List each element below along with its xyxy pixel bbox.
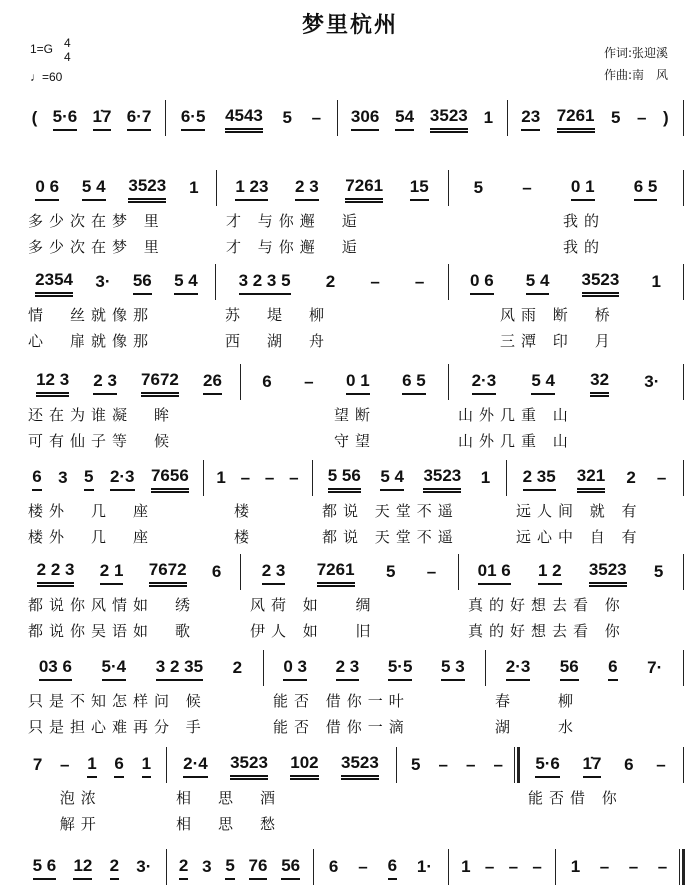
note-group: 1 <box>189 178 199 197</box>
note-group: – <box>240 468 251 487</box>
measure <box>518 751 683 781</box>
note-group: 5 <box>411 755 421 774</box>
lyric-verse-1: 楼外 几 座 <box>28 502 155 520</box>
note-group: 1 <box>216 468 226 487</box>
note-group: 3523 <box>128 176 166 203</box>
note-group: 0 3 <box>283 657 307 681</box>
staff-row <box>0 368 700 398</box>
note-group: ( <box>31 108 38 127</box>
note-group: 1 <box>461 857 471 876</box>
note-group: – <box>358 857 368 876</box>
measure <box>18 464 203 494</box>
note-group: – <box>599 857 610 876</box>
lyric-verse-1: 泡浓 <box>28 789 102 807</box>
note-group: 2 1 <box>100 561 124 585</box>
time-signature-bottom: 4 <box>64 50 71 64</box>
note-group: 1 <box>480 468 491 487</box>
note-group: – <box>628 857 639 876</box>
note-group: 3523 <box>589 560 627 587</box>
staff-row <box>0 751 700 781</box>
measure <box>240 368 448 398</box>
note-group: 3523 <box>423 466 461 493</box>
note-group: 6 <box>328 857 339 876</box>
note-group: – <box>508 857 519 876</box>
note-group: 2354 <box>35 270 73 297</box>
note-group: – <box>414 272 425 291</box>
note-group: 1̇7 <box>583 754 602 778</box>
note-group: 01 6 <box>478 561 511 585</box>
note-group: 6 <box>262 372 272 391</box>
staff-row <box>0 654 700 684</box>
note-group: – <box>657 857 668 876</box>
note-group: 5 <box>282 108 293 127</box>
barline <box>683 100 684 136</box>
note-group: 2 3 <box>262 561 286 585</box>
note-group: 03 6 <box>39 657 72 681</box>
lyric-verse-1: 真的好想去看 你 <box>468 596 626 614</box>
lyric-verse-1: 望断 <box>250 406 377 424</box>
lyric-verse-1: 还在为谁凝 眸 <box>28 406 176 424</box>
lyric-verse-2: 伊人 如 旧 <box>250 622 377 640</box>
note-group: 7672 <box>141 370 179 397</box>
lyric-verse-1: 楼 <box>213 502 256 520</box>
composer: 作曲:南 风 <box>603 68 668 82</box>
note-group: 5 4 <box>174 271 198 295</box>
note-group: 32 <box>590 370 609 397</box>
note-group: 23 <box>521 107 540 131</box>
note-group: 6·7 <box>127 107 152 131</box>
note-group: 3523 <box>230 753 268 780</box>
barline <box>683 650 684 686</box>
lyric-verse-2: 楼 <box>213 528 256 546</box>
note-group: – <box>289 468 299 487</box>
note-group: 3 <box>58 468 68 487</box>
lyric-verse-2: 楼外 几 座 <box>28 528 155 546</box>
note-group: 6 <box>388 856 397 880</box>
measure <box>18 751 166 781</box>
note-group: – <box>493 755 503 774</box>
note-group: 6 5 <box>402 371 426 395</box>
measure <box>485 654 683 684</box>
measure <box>448 268 683 298</box>
note-group: – <box>370 272 380 291</box>
lyric-verse-2: 我的 <box>458 238 606 256</box>
tempo-marking: ♩=60 <box>30 70 63 84</box>
staff-row <box>0 853 700 883</box>
double-barline <box>679 849 685 885</box>
note-group: – <box>60 755 70 774</box>
note-group: 12 3 <box>36 370 69 397</box>
note-group: 15 <box>410 177 429 201</box>
note-group: – <box>637 108 647 127</box>
lyric-verse-1: 只是不知怎样问 候 <box>28 692 207 710</box>
note-group: 0 1 <box>571 177 595 201</box>
measure <box>18 104 165 134</box>
note-group: 12 <box>73 856 92 880</box>
note-group: 5 3 <box>441 657 465 681</box>
note-group: 1 <box>570 857 581 876</box>
measure <box>18 853 166 883</box>
note-group: 2 <box>179 856 188 880</box>
note-group: 6 <box>624 755 634 774</box>
lyric-verse-1: 春 柳 <box>495 692 580 710</box>
measure <box>240 558 458 588</box>
note-group: 5 56 <box>328 466 361 493</box>
note-group: 3 2 3 5 <box>239 271 291 295</box>
lyric-verse-2: 三潭 印 月 <box>458 332 616 350</box>
lyric-verse-1: 才 与你邂 逅 <box>226 212 363 230</box>
lyricist: 作词:张迎溪 <box>603 46 668 60</box>
note-group: 5 <box>473 178 484 197</box>
measure <box>203 464 312 494</box>
measure <box>18 268 215 298</box>
note-group: – <box>522 178 532 197</box>
lyric-verse-1: 都说你风情如 绣 <box>28 596 197 614</box>
note-group: 6 5 <box>634 177 658 201</box>
measure <box>448 368 683 398</box>
lyric-verse-1: 山外几重 山 <box>458 406 574 424</box>
note-group: 5·6 <box>535 754 560 778</box>
note-group: 306 <box>351 107 379 131</box>
note-group: 5 <box>84 467 93 491</box>
staff-row <box>0 268 700 298</box>
note-group: 1̇7 <box>93 107 112 131</box>
staff-row <box>0 464 700 494</box>
key-signature: 1=G <box>30 42 54 56</box>
note-group: 2·3 <box>472 371 497 395</box>
lyric-verse-1: 都说 天堂不遥 <box>322 502 459 520</box>
barline <box>683 554 684 590</box>
measure <box>18 558 240 588</box>
staff-row <box>0 558 700 588</box>
note-group: – <box>311 108 322 127</box>
measure <box>396 751 518 781</box>
note-group: 3 2 35 <box>156 657 203 681</box>
note-group: 7261 <box>345 176 383 203</box>
note-group: 1 <box>651 272 661 291</box>
note-group: 5 <box>225 856 234 880</box>
note-group: 4543 <box>225 106 263 133</box>
lyric-verse-1: 能否 借你一叶 <box>273 692 410 710</box>
note-group: 5 6 <box>33 856 57 880</box>
measure <box>312 464 506 494</box>
note-group: 7· <box>647 658 663 677</box>
lyric-verse-2: 多少次在梦 里 <box>28 238 165 256</box>
barline <box>683 747 684 783</box>
measure <box>18 654 263 684</box>
note-group: 3· <box>644 372 660 391</box>
note-group: 102 <box>290 753 318 780</box>
note-group: 0 6 <box>470 271 494 295</box>
note-group: 5 4 <box>380 467 404 491</box>
barline <box>683 264 684 300</box>
lyric-verse-1: 情 丝就像那 <box>28 306 155 324</box>
lyric-verse-2: 远心中 自 有 <box>516 528 643 546</box>
note-group: 3 <box>202 857 212 876</box>
note-group: 7261 <box>557 106 595 133</box>
lyric-verse-2: 都说你吴语如 歌 <box>28 622 197 640</box>
lyric-verse-1: 多少次在梦 里 <box>28 212 165 230</box>
note-group: 1 <box>483 108 494 127</box>
measure <box>448 174 683 204</box>
barline <box>683 460 684 496</box>
lyric-verse-1: 苏 堤 柳 <box>225 306 331 324</box>
measure <box>166 751 396 781</box>
note-group: 56 <box>281 856 300 880</box>
note-group: 56 <box>133 271 152 295</box>
note-group: 5 4 <box>531 371 555 395</box>
measure <box>18 368 240 398</box>
staff-row <box>0 104 700 134</box>
lyric-verse-1: 相 思 酒 <box>176 789 282 807</box>
note-group: 2 <box>110 856 119 880</box>
note-group: 6 <box>608 657 617 681</box>
note-group: 2·4 <box>183 754 208 778</box>
note-group: ) <box>663 108 669 127</box>
note-group: 2 35 <box>523 467 556 491</box>
note-group: 2 2 3 <box>37 560 75 587</box>
note-group: 7261 <box>317 560 355 587</box>
lyric-verse-2: 湖 水 <box>495 718 580 736</box>
note-group: 5 4 <box>82 177 106 201</box>
measure <box>448 853 555 883</box>
note-group: 7 <box>32 755 43 774</box>
barline <box>683 170 684 206</box>
note-group: 2 3 <box>336 657 360 681</box>
lyric-verse-2: 山外几重 山 <box>458 432 574 450</box>
measure <box>166 853 313 883</box>
measure <box>458 558 683 588</box>
lyric-verse-2: 相 思 愁 <box>176 815 282 833</box>
measure <box>165 104 337 134</box>
measure <box>555 853 683 883</box>
note-group: 0 1 <box>346 371 370 395</box>
note-group: 6·5 <box>181 107 206 131</box>
lyric-verse-2: 解开 <box>28 815 102 833</box>
note-group: 2·3 <box>110 467 135 491</box>
note-group: – <box>466 755 476 774</box>
lyric-verse-1: 远人间 就 有 <box>516 502 643 520</box>
measure <box>313 853 448 883</box>
note-group: 2 <box>232 658 243 677</box>
note-group: 6 <box>114 754 123 778</box>
note-group: 1· <box>416 857 433 876</box>
lyric-verse-2: 都说 天堂不遥 <box>322 528 459 546</box>
note-group: 5 4 <box>526 271 550 295</box>
lyric-verse-2: 只是担心难再分 手 <box>28 718 207 736</box>
note-group: 76 <box>249 856 268 880</box>
note-group: 5 <box>385 562 396 581</box>
note-group: 1 <box>142 754 151 778</box>
note-group: 321 <box>577 466 605 493</box>
staff-row <box>0 174 700 204</box>
note-group: 1 2 <box>538 561 562 585</box>
measure <box>18 174 216 204</box>
note-group: 5 <box>611 108 621 127</box>
note-group: 56 <box>560 657 579 681</box>
lyric-verse-2: 心 扉就像那 <box>28 332 155 350</box>
measure <box>507 104 683 134</box>
note-group: 6 <box>32 467 41 491</box>
lyric-verse-1: 风荷 如 绸 <box>250 596 377 614</box>
note-group: 5·6 <box>53 107 78 131</box>
barline <box>683 364 684 400</box>
measure <box>263 654 485 684</box>
note-group: – <box>484 857 495 876</box>
note-group: – <box>304 372 314 391</box>
note-group: 5·4 <box>102 657 127 681</box>
note-group: 2 <box>626 468 636 487</box>
credits <box>604 42 668 86</box>
lyric-verse-2: 守望 <box>250 432 377 450</box>
lyric-verse-2: 西 湖 舟 <box>225 332 331 350</box>
measure <box>506 464 683 494</box>
note-group: 7672 <box>149 560 187 587</box>
note-group: 1 <box>87 754 96 778</box>
note-group: 5·5 <box>388 657 413 681</box>
lyric-verse-1: 能否借 你 <box>528 789 623 807</box>
note-group: 3· <box>136 857 152 876</box>
lyric-verse-1: 我的 <box>458 212 606 230</box>
measure <box>337 104 507 134</box>
song-title: 梦里杭州 <box>301 13 398 38</box>
note-group: – <box>532 857 542 876</box>
note-group: 54 <box>395 107 414 131</box>
note-group: 3· <box>95 272 111 291</box>
measure <box>216 174 448 204</box>
lyric-verse-2: 才 与你邂 逅 <box>226 238 363 256</box>
lyric-verse-1: 风雨 断 桥 <box>458 306 616 324</box>
note-group: – <box>656 755 666 774</box>
note-group: – <box>438 755 448 774</box>
lyric-verse-2: 能否 借你一滴 <box>273 718 410 736</box>
time-signature-top: 4 <box>64 36 71 50</box>
note-group: 2 3 <box>93 371 117 395</box>
note-group: 2 <box>325 272 336 291</box>
note-group: 6 <box>211 562 222 581</box>
note-group: 0 6 <box>35 177 59 201</box>
time-signature <box>64 36 71 64</box>
note-group: 5 <box>653 562 664 581</box>
note-group: – <box>264 468 275 487</box>
note-group: 3523 <box>582 270 620 297</box>
note-group: – <box>426 562 437 581</box>
note-group: 1 23 <box>235 177 268 201</box>
note-group: – <box>656 468 667 487</box>
note-group: 2 3 <box>295 177 319 201</box>
note-group: 3523 <box>341 753 379 780</box>
lyric-verse-2: 可有仙子等 候 <box>28 432 176 450</box>
note-group: 3523 <box>430 106 468 133</box>
note-group: 7656 <box>151 466 189 493</box>
lyric-verse-2: 真的好想去看 你 <box>468 622 626 640</box>
note-group: 26 <box>203 371 222 395</box>
note-group: 2·3 <box>506 657 531 681</box>
measure <box>215 268 448 298</box>
